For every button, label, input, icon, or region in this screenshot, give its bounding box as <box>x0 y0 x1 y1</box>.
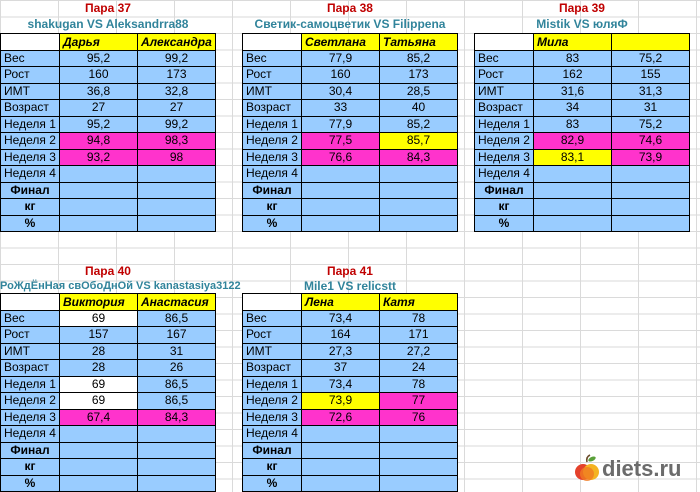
cell: 69 <box>60 393 138 410</box>
footer-label-kg: кг <box>1 459 60 476</box>
footer-label-percent: % <box>243 215 302 232</box>
cell: 75,2 <box>612 116 690 133</box>
header-empty <box>475 34 534 51</box>
row-label: Возраст <box>1 360 60 377</box>
cell: 28 <box>60 360 138 377</box>
row-label: Неделя 2 <box>243 393 302 410</box>
pair-41-table <box>242 293 458 492</box>
cell: 31 <box>138 343 216 360</box>
cell: 98,3 <box>138 133 216 150</box>
cell: 32,8 <box>138 83 216 100</box>
footer-label-final: Финал <box>243 442 302 459</box>
cell: 94,8 <box>60 133 138 150</box>
row-label: ИМТ <box>1 343 60 360</box>
cell: 85,2 <box>380 50 458 67</box>
row-label: Неделя 3 <box>243 149 302 166</box>
cell: 77,9 <box>302 50 380 67</box>
header-empty <box>243 34 302 51</box>
cell: 77,9 <box>302 116 380 133</box>
participant-2-name: Анастасия <box>138 294 216 311</box>
apple-icon <box>574 454 600 484</box>
cell: 93,2 <box>60 149 138 166</box>
cell <box>380 166 458 183</box>
cell <box>138 426 216 443</box>
row-label: ИМТ <box>243 343 302 360</box>
participant-2-name: Катя <box>380 294 458 311</box>
cell <box>138 442 216 459</box>
pair-39-vs: Mistik VS юляФ <box>536 17 628 31</box>
cell: 85,7 <box>380 133 458 150</box>
row-label: Рост <box>1 327 60 344</box>
footer-label-percent: % <box>1 215 60 232</box>
footer-label-kg: кг <box>243 199 302 216</box>
participant-1-name: Мила <box>534 34 612 51</box>
cell <box>302 426 380 443</box>
cell <box>138 166 216 183</box>
cell: 164 <box>302 327 380 344</box>
cell: 33 <box>302 100 380 117</box>
row-label: Неделя 3 <box>475 149 534 166</box>
cell: 31,6 <box>534 83 612 100</box>
cell: 40 <box>380 100 458 117</box>
pair-40-vs: РоЖдЁнНая свОбоДнОй VS kanastasiya3122 <box>0 280 241 292</box>
row-label: Неделя 3 <box>243 409 302 426</box>
cell <box>302 475 380 492</box>
cell: 31 <box>612 100 690 117</box>
cell: 69 <box>60 376 138 393</box>
cell <box>302 459 380 476</box>
cell <box>60 182 138 199</box>
row-label: Неделя 2 <box>1 393 60 410</box>
cell: 31,3 <box>612 83 690 100</box>
cell: 27,3 <box>302 343 380 360</box>
pair-37-title: Пара 37 <box>85 1 131 15</box>
row-label: Неделя 4 <box>475 166 534 183</box>
cell: 98 <box>138 149 216 166</box>
cell: 69 <box>60 310 138 327</box>
cell <box>138 215 216 232</box>
cell: 67,4 <box>60 409 138 426</box>
row-label: Возраст <box>475 100 534 117</box>
footer-label-final: Финал <box>1 182 60 199</box>
cell: 28,5 <box>380 83 458 100</box>
cell: 34 <box>534 100 612 117</box>
diets-logo[interactable] <box>574 452 696 486</box>
participant-1-name: Виктория <box>60 294 138 311</box>
footer-label-percent: % <box>243 475 302 492</box>
cell: 99,2 <box>138 50 216 67</box>
cell <box>380 182 458 199</box>
row-label: Вес <box>475 50 534 67</box>
cell: 95,2 <box>60 116 138 133</box>
pair-41-block <box>242 263 458 490</box>
row-label: Рост <box>243 327 302 344</box>
cell: 73,9 <box>302 393 380 410</box>
cell: 84,3 <box>380 149 458 166</box>
cell <box>534 215 612 232</box>
cell <box>380 475 458 492</box>
cell: 27 <box>138 100 216 117</box>
cell <box>60 215 138 232</box>
cell <box>60 199 138 216</box>
cell: 72,6 <box>302 409 380 426</box>
row-label: Рост <box>243 67 302 84</box>
row-label: Вес <box>243 310 302 327</box>
cell: 77,5 <box>302 133 380 150</box>
pair-37-block <box>0 0 216 235</box>
participant-2-name: Татьяна <box>380 34 458 51</box>
row-label: Неделя 4 <box>243 166 302 183</box>
cell <box>302 166 380 183</box>
row-label: Неделя 1 <box>243 116 302 133</box>
row-label: Неделя 3 <box>1 409 60 426</box>
cell <box>380 199 458 216</box>
cell <box>612 215 690 232</box>
footer-label-final: Финал <box>243 182 302 199</box>
pair-40-table <box>0 293 216 492</box>
footer-label-kg: кг <box>243 459 302 476</box>
footer-label-kg: кг <box>1 199 60 216</box>
pair-38-table <box>242 33 458 232</box>
cell: 73,9 <box>612 149 690 166</box>
footer-label-kg: кг <box>475 199 534 216</box>
cell: 37 <box>302 360 380 377</box>
cell: 83 <box>534 50 612 67</box>
row-label: Неделя 4 <box>1 166 60 183</box>
cell <box>380 215 458 232</box>
cell <box>380 442 458 459</box>
cell: 24 <box>380 360 458 377</box>
cell: 86,5 <box>138 376 216 393</box>
cell: 83 <box>534 116 612 133</box>
footer-label-final: Финал <box>475 182 534 199</box>
cell: 76,6 <box>302 149 380 166</box>
cell: 78 <box>380 310 458 327</box>
row-label: Рост <box>475 67 534 84</box>
cell: 27,2 <box>380 343 458 360</box>
footer-label-final: Финал <box>1 442 60 459</box>
cell <box>612 199 690 216</box>
row-label: Возраст <box>243 100 302 117</box>
pair-37-vs: shakugan VS Aleksandrra88 <box>27 17 189 31</box>
cell: 155 <box>612 67 690 84</box>
cell <box>534 199 612 216</box>
cell: 86,5 <box>138 393 216 410</box>
cell <box>138 199 216 216</box>
cell <box>534 166 612 183</box>
footer-label-percent: % <box>475 215 534 232</box>
cell: 73,4 <box>302 310 380 327</box>
participant-2-name: Александра <box>138 34 216 51</box>
pair-38-title: Пара 38 <box>327 1 373 15</box>
cell: 77 <box>380 393 458 410</box>
row-label: Неделя 3 <box>1 149 60 166</box>
cell <box>60 459 138 476</box>
row-label: Неделя 2 <box>243 133 302 150</box>
row-label: Вес <box>1 310 60 327</box>
row-label: Неделя 1 <box>1 376 60 393</box>
cell: 82,9 <box>534 133 612 150</box>
pair-40-block <box>0 263 241 490</box>
pair-38-vs: Светик-самоцветик VS Filippena <box>254 17 446 31</box>
cell: 162 <box>534 67 612 84</box>
row-label: Неделя 4 <box>243 426 302 443</box>
cell: 171 <box>380 327 458 344</box>
cell <box>302 442 380 459</box>
row-label: Неделя 1 <box>1 116 60 133</box>
header-empty <box>1 294 60 311</box>
pair-37-table <box>0 33 216 232</box>
cell <box>138 459 216 476</box>
participant-1-name: Лена <box>302 294 380 311</box>
cell <box>302 182 380 199</box>
cell <box>60 426 138 443</box>
cell: 74,6 <box>612 133 690 150</box>
cell <box>380 459 458 476</box>
cell <box>60 475 138 492</box>
cell: 36,8 <box>60 83 138 100</box>
cell: 26 <box>138 360 216 377</box>
cell: 160 <box>302 67 380 84</box>
cell: 76 <box>380 409 458 426</box>
cell <box>60 442 138 459</box>
cell <box>612 166 690 183</box>
pair-41-title: Пара 41 <box>327 264 373 278</box>
row-label: Возраст <box>1 100 60 117</box>
participant-1-name: Дарья <box>60 34 138 51</box>
pair-39-table <box>474 33 690 232</box>
cell: 167 <box>138 327 216 344</box>
row-label: Неделя 2 <box>1 133 60 150</box>
cell <box>534 182 612 199</box>
cell: 73,4 <box>302 376 380 393</box>
cell: 157 <box>60 327 138 344</box>
cell: 160 <box>60 67 138 84</box>
pair-39-title: Пара 39 <box>559 1 605 15</box>
cell: 78 <box>380 376 458 393</box>
pair-38-block <box>242 0 458 235</box>
cell: 95,2 <box>60 50 138 67</box>
cell: 173 <box>138 67 216 84</box>
cell <box>138 475 216 492</box>
row-label: Рост <box>1 67 60 84</box>
cell: 28 <box>60 343 138 360</box>
cell <box>380 426 458 443</box>
cell: 75,2 <box>612 50 690 67</box>
cell <box>60 166 138 183</box>
pair-39-block <box>474 0 690 235</box>
row-label: Неделя 4 <box>1 426 60 443</box>
logo-text: diets.ru <box>602 456 682 481</box>
cell: 84,3 <box>138 409 216 426</box>
cell: 85,2 <box>380 116 458 133</box>
row-label: ИМТ <box>475 83 534 100</box>
pair-41-vs: Mile1 VS relicstt <box>303 279 397 293</box>
header-empty <box>1 34 60 51</box>
cell: 86,5 <box>138 310 216 327</box>
pair-40-title: Пара 40 <box>85 264 131 278</box>
participant-1-name: Светлана <box>302 34 380 51</box>
row-label: ИМТ <box>243 83 302 100</box>
row-label: Неделя 1 <box>475 116 534 133</box>
cell: 27 <box>60 100 138 117</box>
cell <box>302 199 380 216</box>
cell <box>302 215 380 232</box>
cell <box>612 182 690 199</box>
cell: 173 <box>380 67 458 84</box>
row-label: Вес <box>1 50 60 67</box>
cell: 30,4 <box>302 83 380 100</box>
participant-2-name <box>612 34 690 51</box>
row-label: Вес <box>243 50 302 67</box>
row-label: Возраст <box>243 360 302 377</box>
row-label: Неделя 2 <box>475 133 534 150</box>
cell <box>138 182 216 199</box>
cell: 83,1 <box>534 149 612 166</box>
row-label: ИМТ <box>1 83 60 100</box>
row-label: Неделя 1 <box>243 376 302 393</box>
cell: 99,2 <box>138 116 216 133</box>
header-empty <box>243 294 302 311</box>
footer-label-percent: % <box>1 475 60 492</box>
